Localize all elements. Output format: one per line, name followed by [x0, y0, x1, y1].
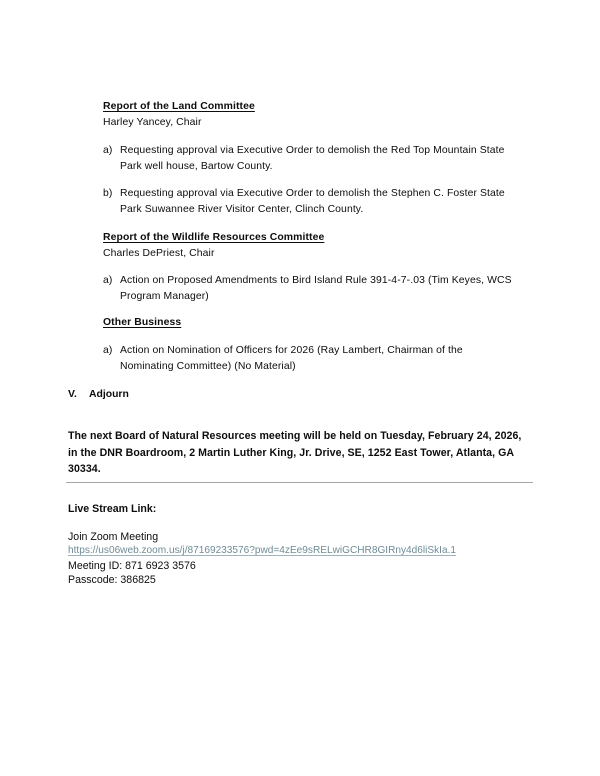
section-chair-land-committee: Harley Yancey, Chair: [103, 117, 202, 128]
section-heading-land-committee: Report of the Land Committee: [103, 101, 255, 112]
section-heading-wildlife-resources-committee: Report of the Wildlife Resources Committee: [103, 232, 325, 243]
live-stream-title: Live Stream Link:: [68, 503, 157, 515]
list-item-text: Requesting approval via Executive Order to demolish the Red Top Mountain State Park well house, Bartow County.: [120, 145, 505, 172]
next-meeting-notice: The next Board of Natural Resources meeting will be held on Tuesday, February 24, 2026, in the DNR Boardroom, 2 Martin Luther King, Jr. Drive, SE, 1252 East Tower, Atlanta, GA 30334.: [68, 430, 522, 475]
zoom-meeting-link[interactable]: https://us06web.zoom.us/j/87169233576?pwd=4zEe9sRELwiGCHR8GIRny4d6liSkIa.1: [68, 545, 456, 556]
agenda-section-label: Adjourn: [89, 389, 129, 400]
list-item: [103, 186, 515, 217]
list-item-marker: a): [103, 345, 113, 356]
list-item-marker: b): [103, 188, 113, 199]
list-item: [103, 143, 515, 174]
list-item: [103, 343, 503, 374]
list-item-marker: a): [103, 275, 113, 286]
list-item-text: Requesting approval via Executive Order to demolish the Stephen C. Foster State Park Suwannee River Visitor Center, Clinch County.: [120, 188, 505, 215]
join-zoom-meeting-label: Join Zoom Meeting: [68, 531, 159, 543]
passcode-text: Passcode: 386825: [68, 574, 156, 586]
horizontal-divider: [66, 482, 533, 483]
list-item-text: Action on Nomination of Officers for 2026 (Ray Lambert, Chairman of the Nominating Committee) (No Material): [120, 345, 463, 372]
list-item: [103, 273, 527, 304]
list-item-text: Action on Proposed Amendments to Bird Island Rule 391-4-7-.03 (Tim Keyes, WCS Program Manager): [120, 275, 512, 302]
agenda-section-numeral: V.: [68, 389, 77, 400]
meeting-id-text: Meeting ID: 871 6923 3576: [68, 560, 196, 572]
list-item-marker: a): [103, 145, 113, 156]
section-chair-wildlife-resources-committee: Charles DePriest, Chair: [103, 248, 215, 259]
agenda-section-adjourn: [68, 387, 129, 403]
section-heading-other-business: Other Business: [103, 317, 182, 328]
